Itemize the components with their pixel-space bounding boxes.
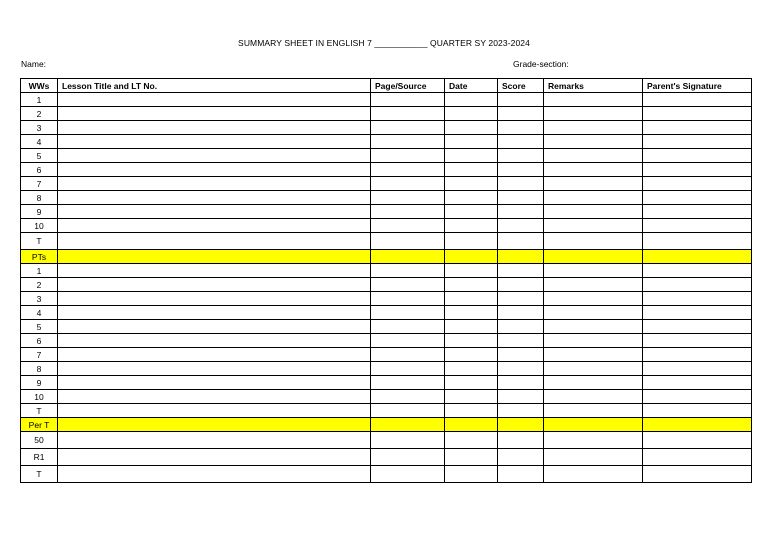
signature-cell[interactable] (643, 121, 752, 135)
score-cell[interactable] (498, 376, 544, 390)
table-row (21, 219, 752, 233)
table-row (21, 292, 752, 306)
remarks-cell[interactable] (544, 278, 643, 292)
lesson-title-cell[interactable] (58, 250, 371, 264)
table-header-row (21, 79, 752, 93)
table-row (21, 177, 752, 191)
row-label: R1 (21, 449, 58, 466)
signature-cell[interactable] (643, 404, 752, 418)
page-source-cell[interactable] (371, 432, 445, 449)
lesson-title-cell[interactable] (58, 348, 371, 362)
table-row (21, 348, 752, 362)
signature-cell[interactable] (643, 177, 752, 191)
date-cell[interactable] (445, 334, 498, 348)
page-source-cell[interactable] (371, 292, 445, 306)
date-cell[interactable] (445, 135, 498, 149)
signature-cell[interactable] (643, 219, 752, 233)
remarks-cell[interactable] (544, 219, 643, 233)
remarks-cell[interactable] (544, 135, 643, 149)
row-label: 9 (21, 205, 58, 219)
score-cell[interactable] (498, 466, 544, 483)
date-cell[interactable] (445, 163, 498, 177)
header-remarks: Remarks (544, 79, 643, 93)
row-label: 8 (21, 362, 58, 376)
date-cell[interactable] (445, 177, 498, 191)
page-source-cell[interactable] (371, 348, 445, 362)
row-label: 9 (21, 376, 58, 390)
row-label: 6 (21, 163, 58, 177)
signature-cell[interactable] (643, 320, 752, 334)
table-row (21, 135, 752, 149)
score-cell[interactable] (498, 334, 544, 348)
score-cell[interactable] (498, 362, 544, 376)
score-cell[interactable] (498, 292, 544, 306)
score-cell[interactable] (498, 191, 544, 205)
page-source-cell[interactable] (371, 404, 445, 418)
score-cell[interactable] (498, 121, 544, 135)
row-label: 2 (21, 278, 58, 292)
date-cell[interactable] (445, 432, 498, 449)
row-label: 5 (21, 149, 58, 163)
date-cell[interactable] (445, 292, 498, 306)
lesson-title-cell[interactable] (58, 219, 371, 233)
header-lesson-title: Lesson Title and LT No. (58, 79, 371, 93)
date-cell[interactable] (445, 404, 498, 418)
lesson-title-cell[interactable] (58, 233, 371, 250)
page-source-cell[interactable] (371, 418, 445, 432)
remarks-cell[interactable] (544, 177, 643, 191)
lesson-title-cell[interactable] (58, 292, 371, 306)
page-source-cell[interactable] (371, 264, 445, 278)
page-source-cell[interactable] (371, 107, 445, 121)
score-cell[interactable] (498, 135, 544, 149)
date-cell[interactable] (445, 93, 498, 107)
page-source-cell[interactable] (371, 135, 445, 149)
remarks-cell[interactable] (544, 149, 643, 163)
table-row (21, 149, 752, 163)
date-cell[interactable] (445, 149, 498, 163)
row-label: 7 (21, 177, 58, 191)
lesson-title-cell[interactable] (58, 404, 371, 418)
page-source-cell[interactable] (371, 376, 445, 390)
signature-cell[interactable] (643, 163, 752, 177)
signature-cell[interactable] (643, 432, 752, 449)
row-label: T (21, 233, 58, 250)
row-label: T (21, 466, 58, 483)
remarks-cell[interactable] (544, 404, 643, 418)
remarks-cell[interactable] (544, 292, 643, 306)
lesson-title-cell[interactable] (58, 149, 371, 163)
table-row (21, 93, 752, 107)
page-source-cell[interactable] (371, 149, 445, 163)
remarks-cell[interactable] (544, 233, 643, 250)
score-cell[interactable] (498, 278, 544, 292)
page-source-cell[interactable] (371, 320, 445, 334)
signature-cell[interactable] (643, 233, 752, 250)
score-cell[interactable] (498, 348, 544, 362)
lesson-title-cell[interactable] (58, 418, 371, 432)
remarks-cell[interactable] (544, 449, 643, 466)
table-row (21, 390, 752, 404)
signature-cell[interactable] (643, 390, 752, 404)
signature-cell[interactable] (643, 191, 752, 205)
date-cell[interactable] (445, 320, 498, 334)
lesson-title-cell[interactable] (58, 205, 371, 219)
table-row (21, 432, 752, 449)
table-row (21, 233, 752, 250)
signature-cell[interactable] (643, 348, 752, 362)
lesson-title-cell[interactable] (58, 121, 371, 135)
signature-cell[interactable] (643, 306, 752, 320)
row-label: 7 (21, 348, 58, 362)
score-cell[interactable] (498, 390, 544, 404)
remarks-cell[interactable] (544, 121, 643, 135)
signature-cell[interactable] (643, 292, 752, 306)
date-cell[interactable] (445, 418, 498, 432)
row-label: 3 (21, 292, 58, 306)
lesson-title-cell[interactable] (58, 107, 371, 121)
page-source-cell[interactable] (371, 191, 445, 205)
row-label: 1 (21, 264, 58, 278)
date-cell[interactable] (445, 121, 498, 135)
signature-cell[interactable] (643, 93, 752, 107)
lesson-title-cell[interactable] (58, 390, 371, 404)
page-source-cell[interactable] (371, 334, 445, 348)
remarks-cell[interactable] (544, 191, 643, 205)
score-cell[interactable] (498, 149, 544, 163)
row-label: 1 (21, 93, 58, 107)
table-row (21, 121, 752, 135)
page-source-cell[interactable] (371, 163, 445, 177)
row-label: T (21, 404, 58, 418)
date-cell[interactable] (445, 306, 498, 320)
signature-cell[interactable] (643, 135, 752, 149)
lesson-title-cell[interactable] (58, 93, 371, 107)
page-source-cell[interactable] (371, 390, 445, 404)
sheet-title: SUMMARY SHEET IN ENGLISH 7 ___________ QUARTER SY 2023-2024 (238, 38, 530, 48)
remarks-cell[interactable] (544, 432, 643, 449)
row-label: 6 (21, 334, 58, 348)
header-page-source: Page/Source (371, 79, 445, 93)
row-label: Per T (21, 418, 58, 432)
date-cell[interactable] (445, 278, 498, 292)
name-label: Name: (21, 59, 47, 69)
signature-cell[interactable] (643, 149, 752, 163)
row-label: 10 (21, 219, 58, 233)
row-label: 50 (21, 432, 58, 449)
page-source-cell[interactable] (371, 205, 445, 219)
date-cell[interactable] (445, 376, 498, 390)
page-source-cell[interactable] (371, 362, 445, 376)
section-header-row (21, 250, 752, 264)
page-source-cell[interactable] (371, 306, 445, 320)
remarks-cell[interactable] (544, 376, 643, 390)
date-cell[interactable] (445, 250, 498, 264)
score-cell[interactable] (498, 163, 544, 177)
row-label: 8 (21, 191, 58, 205)
table-row (21, 163, 752, 177)
signature-cell[interactable] (643, 466, 752, 483)
remarks-cell[interactable] (544, 93, 643, 107)
score-cell[interactable] (498, 264, 544, 278)
page-source-cell[interactable] (371, 278, 445, 292)
table-row (21, 191, 752, 205)
remarks-cell[interactable] (544, 264, 643, 278)
date-cell[interactable] (445, 449, 498, 466)
remarks-cell[interactable] (544, 163, 643, 177)
table-row (21, 376, 752, 390)
table-row (21, 466, 752, 483)
page-source-cell[interactable] (371, 233, 445, 250)
remarks-cell[interactable] (544, 418, 643, 432)
lesson-title-cell[interactable] (58, 278, 371, 292)
page-source-cell[interactable] (371, 449, 445, 466)
row-label: 3 (21, 121, 58, 135)
table-row (21, 306, 752, 320)
lesson-title-cell[interactable] (58, 163, 371, 177)
score-cell[interactable] (498, 418, 544, 432)
grade-section-label: Grade-section: (513, 59, 569, 69)
remarks-cell[interactable] (544, 107, 643, 121)
signature-cell[interactable] (643, 264, 752, 278)
table-row (21, 334, 752, 348)
lesson-title-cell[interactable] (58, 135, 371, 149)
section-header-row (21, 418, 752, 432)
score-cell[interactable] (498, 449, 544, 466)
score-cell[interactable] (498, 306, 544, 320)
lesson-title-cell[interactable] (58, 362, 371, 376)
remarks-cell[interactable] (544, 250, 643, 264)
date-cell[interactable] (445, 233, 498, 250)
row-label: 2 (21, 107, 58, 121)
score-cell[interactable] (498, 107, 544, 121)
row-label: 10 (21, 390, 58, 404)
signature-cell[interactable] (643, 250, 752, 264)
remarks-cell[interactable] (544, 466, 643, 483)
lesson-title-cell[interactable] (58, 306, 371, 320)
signature-cell[interactable] (643, 278, 752, 292)
table-row (21, 449, 752, 466)
signature-cell[interactable] (643, 376, 752, 390)
table-row (21, 404, 752, 418)
signature-cell[interactable] (643, 334, 752, 348)
signature-cell[interactable] (643, 107, 752, 121)
row-label: 4 (21, 306, 58, 320)
score-cell[interactable] (498, 219, 544, 233)
score-cell[interactable] (498, 205, 544, 219)
row-label: 5 (21, 320, 58, 334)
table-row (21, 362, 752, 376)
score-cell[interactable] (498, 432, 544, 449)
remarks-cell[interactable] (544, 348, 643, 362)
row-label: PTs (21, 250, 58, 264)
page-source-cell[interactable] (371, 93, 445, 107)
lesson-title-cell[interactable] (58, 264, 371, 278)
table-row (21, 278, 752, 292)
remarks-cell[interactable] (544, 306, 643, 320)
signature-cell[interactable] (643, 418, 752, 432)
header-wws: WWs (21, 79, 58, 93)
date-cell[interactable] (445, 205, 498, 219)
header-score: Score (498, 79, 544, 93)
lesson-title-cell[interactable] (58, 376, 371, 390)
summary-table (20, 78, 752, 483)
lesson-title-cell[interactable] (58, 449, 371, 466)
lesson-title-cell[interactable] (58, 466, 371, 483)
score-cell[interactable] (498, 177, 544, 191)
header-parents-signature: Parent's Signature (643, 79, 752, 93)
score-cell[interactable] (498, 404, 544, 418)
date-cell[interactable] (445, 466, 498, 483)
date-cell[interactable] (445, 348, 498, 362)
page-source-cell[interactable] (371, 250, 445, 264)
signature-cell[interactable] (643, 205, 752, 219)
page-source-cell[interactable] (371, 177, 445, 191)
signature-cell[interactable] (643, 449, 752, 466)
row-label: 4 (21, 135, 58, 149)
table-row (21, 107, 752, 121)
table-row (21, 205, 752, 219)
remarks-cell[interactable] (544, 390, 643, 404)
table-row (21, 320, 752, 334)
lesson-title-cell[interactable] (58, 191, 371, 205)
date-cell[interactable] (445, 219, 498, 233)
remarks-cell[interactable] (544, 205, 643, 219)
date-cell[interactable] (445, 191, 498, 205)
remarks-cell[interactable] (544, 320, 643, 334)
table-row (21, 264, 752, 278)
lesson-title-cell[interactable] (58, 320, 371, 334)
date-cell[interactable] (445, 390, 498, 404)
lesson-title-cell[interactable] (58, 334, 371, 348)
lesson-title-cell[interactable] (58, 432, 371, 449)
header-date: Date (445, 79, 498, 93)
date-cell[interactable] (445, 107, 498, 121)
score-cell[interactable] (498, 320, 544, 334)
remarks-cell[interactable] (544, 362, 643, 376)
remarks-cell[interactable] (544, 334, 643, 348)
page-source-cell[interactable] (371, 466, 445, 483)
page-source-cell[interactable] (371, 219, 445, 233)
date-cell[interactable] (445, 362, 498, 376)
score-cell[interactable] (498, 93, 544, 107)
date-cell[interactable] (445, 264, 498, 278)
signature-cell[interactable] (643, 362, 752, 376)
lesson-title-cell[interactable] (58, 177, 371, 191)
score-cell[interactable] (498, 250, 544, 264)
score-cell[interactable] (498, 233, 544, 250)
page-source-cell[interactable] (371, 121, 445, 135)
